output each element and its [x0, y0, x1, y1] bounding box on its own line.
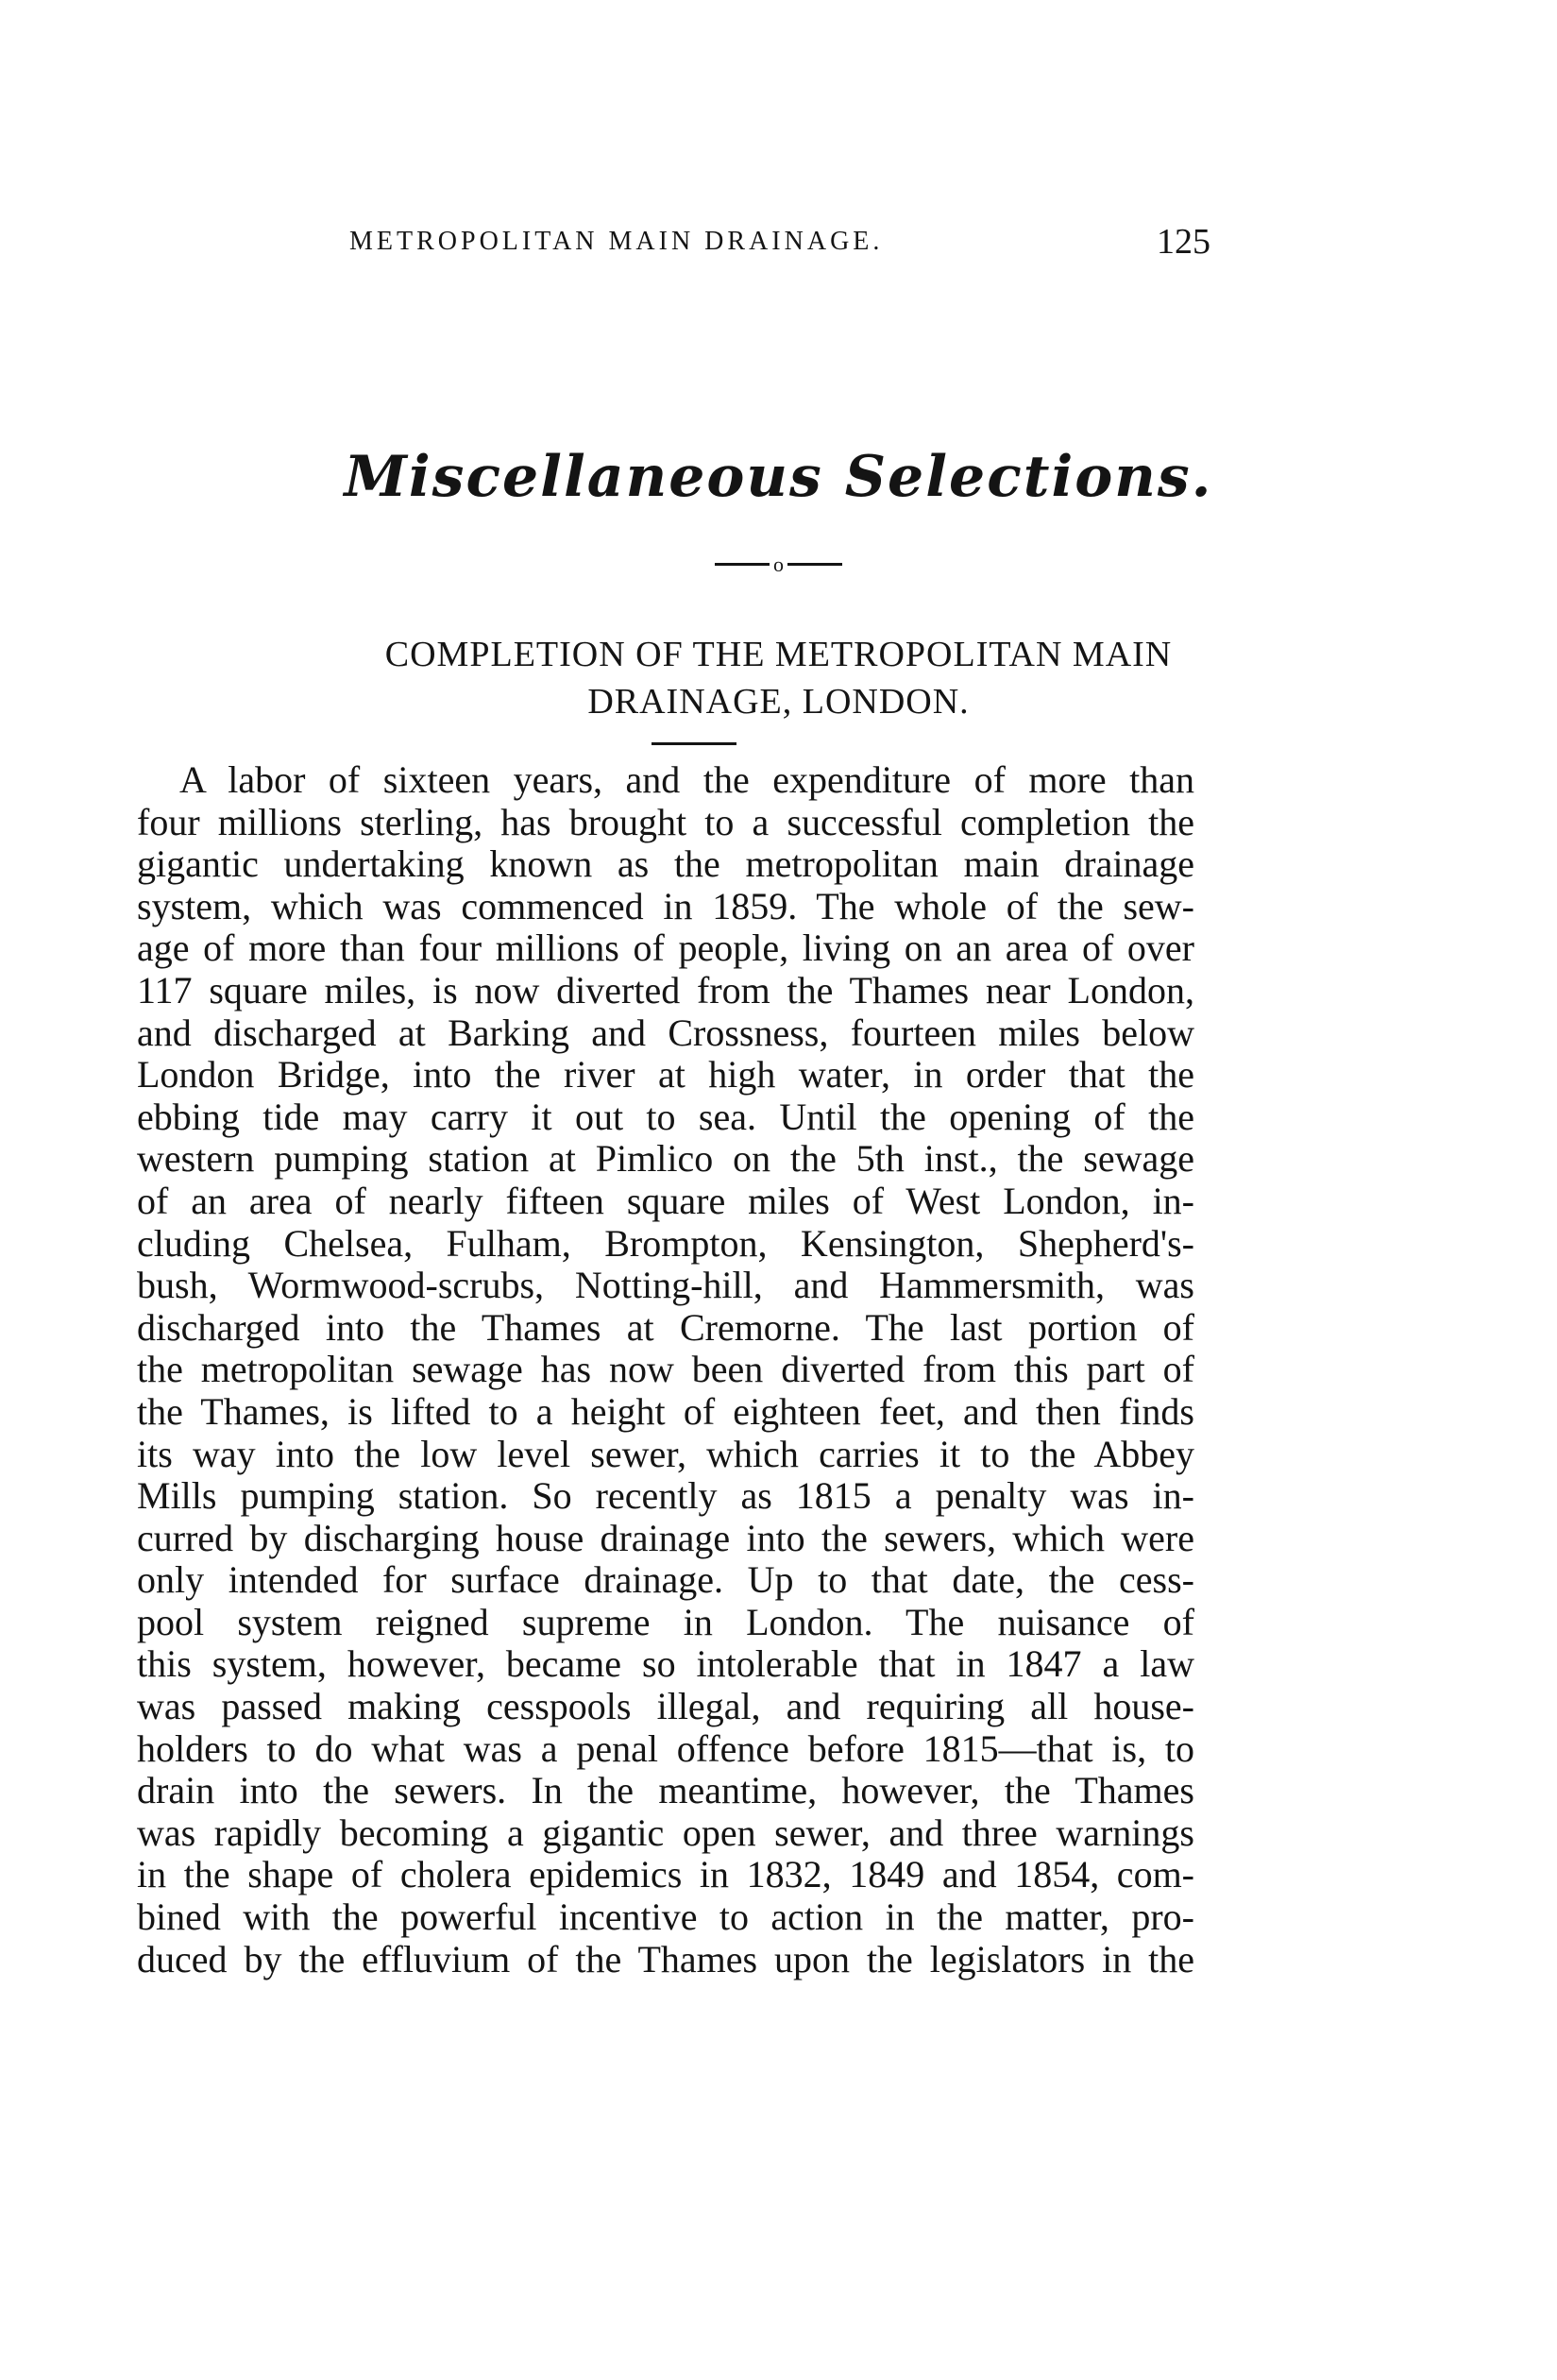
body-line: of an area of nearly fifteen square miles of West London, in- [137, 1179, 1194, 1222]
body-line: bush, Wormwood-scrubs, Notting-hill, and Hammersmith, was [137, 1264, 1194, 1307]
running-title: METROPOLITAN MAIN DRAINAGE. [349, 227, 884, 256]
body-line: the Thames, is lifted to a height of eighteen feet, and then finds [137, 1389, 1194, 1433]
article-title-line: COMPLETION OF THE METROPOLITAN MAIN [384, 635, 1173, 674]
body-line: system, which was commenced in 1859. The whole of the sew- [137, 884, 1194, 927]
article-body [137, 759, 1194, 1980]
body-line: western pumping station at Pimlico on the 5th inst., the sewage [137, 1137, 1194, 1181]
body-line: 117 square miles, is now diverted from the Thames near London, [137, 968, 1194, 1012]
body-line: age of more than four millions of people, living on an area of over [137, 926, 1194, 970]
body-line: was rapidly becoming a gigantic open sewer, and three warnings [137, 1810, 1194, 1854]
body-line: Mills pumping station. So recently as 1815 a penalty was in- [137, 1474, 1194, 1518]
body-line: its way into the low level sewer, which carries it to the Abbey [137, 1432, 1194, 1475]
body-line: the metropolitan sewage has now been diverted from this part of [137, 1348, 1194, 1391]
body-line: drain into the sewers. In the meantime, however, the Thames [137, 1769, 1194, 1812]
body-line: was passed making cesspools illegal, and requiring all house- [137, 1685, 1194, 1728]
body-line: and discharged at Barking and Crossness, fourteen miles below [137, 1011, 1194, 1054]
ornament-rule-right [787, 563, 842, 566]
ornament-rule-left [715, 563, 770, 566]
body-line: curred by discharging house drainage into the sewers, which were [137, 1516, 1194, 1559]
body-line: duced by the effluvium of the Thames upon the legislators in the [137, 1937, 1194, 1980]
ornament-circle: o [773, 552, 784, 576]
article-title [0, 631, 1557, 725]
body-line: only intended for surface drainage. Up to that date, the cess- [137, 1558, 1194, 1602]
body-line: cluding Chelsea, Fulham, Brompton, Kensington, Shepherd's- [137, 1221, 1194, 1265]
body-line: discharged into the Thames at Cremorne. The last portion of [137, 1305, 1194, 1349]
body-line: holders to do what was a penal offence before 1815—that is, to [137, 1726, 1194, 1770]
body-line: bined with the powerful incentive to action in the matter, pro- [137, 1896, 1194, 1939]
ornament-divider [0, 552, 1557, 575]
body-line: pool system reigned supreme in London. The nuisance of [137, 1600, 1194, 1643]
title-rule [652, 742, 736, 745]
section-heading: Miscellaneous Selections. [344, 444, 1213, 510]
body-line: ebbing tide may carry it out to sea. Until the opening of the [137, 1095, 1194, 1138]
body-line: in the shape of cholera epidemics in 1832, 1849 and 1854, com- [137, 1853, 1194, 1896]
body-line: this system, however, became so intolerable that in 1847 a law [137, 1642, 1194, 1686]
body-line: gigantic undertaking known as the metropolitan main drainage [137, 842, 1194, 886]
article-title-line: DRAINAGE, LONDON. [587, 682, 970, 722]
body-line: A labor of sixteen years, and the expenditure of more than [179, 758, 1194, 801]
running-head [0, 222, 1557, 264]
body-line: London Bridge, into the river at high water, in order that the [137, 1053, 1194, 1096]
page-number: 125 [1157, 222, 1210, 262]
body-line: four millions sterling, has brought to a successful completion the [137, 800, 1194, 843]
